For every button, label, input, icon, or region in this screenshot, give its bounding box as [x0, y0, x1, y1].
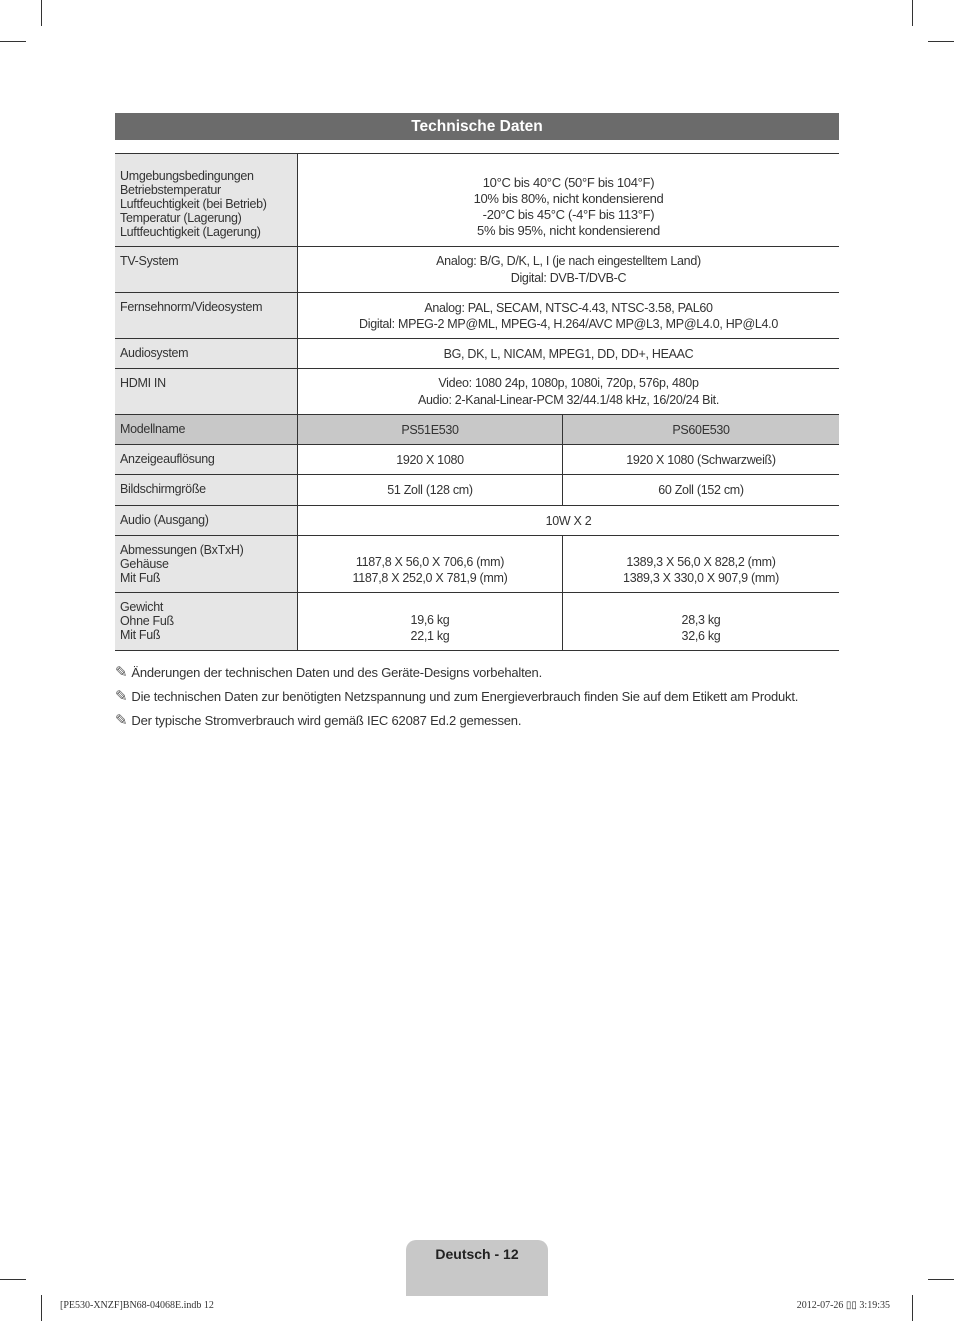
video-system-label: Fernsehnorm/Videosystem [115, 293, 298, 339]
table-row [115, 339, 839, 369]
dimensions-b: 1389,3 X 56,0 X 828,2 (mm) 1389,3 X 330,0 X 907,9 (mm) [563, 536, 840, 593]
section-title: Technische Daten [115, 113, 839, 140]
crop-mark [0, 41, 26, 42]
crop-mark [41, 0, 42, 26]
model-a: PS51E530 [298, 415, 563, 445]
table-row [115, 445, 839, 475]
print-timestamp: 2012-07-26 ▯▯ 3:19:35 [796, 1300, 890, 1311]
table-row [115, 369, 839, 415]
screen-size-label: Bildschirmgröße [115, 475, 298, 506]
env-value: 10°C bis 40°C (50°F bis 104°F) 10% bis 80%, nicht kondensierend -20°C bis 45°C (-4°F bis 113°F) 5% bis 95%, nicht kondensierend [298, 154, 840, 247]
resolution-a: 1920 X 1080 [298, 445, 563, 475]
audio-out-value: 10W X 2 [298, 506, 840, 536]
note-item: ✎ Die technischen Daten zur benötigten Netzspannung und zum Energieverbrauch finden Sie auf dem Etikett am Produkt. [115, 688, 799, 705]
table-row [115, 247, 839, 293]
notes-list [115, 660, 855, 732]
pencil-note-icon: ✎ [115, 688, 128, 705]
spec-table [115, 153, 839, 651]
weight-label: Gewicht Ohne Fuß Mit Fuß [115, 593, 298, 651]
note-item: ✎ Änderungen der technischen Daten und des Geräte-Designs vorbehalten. [115, 664, 542, 681]
resolution-b: 1920 X 1080 (Schwarzweiß) [563, 445, 840, 475]
table-row [115, 415, 839, 445]
model-label: Modellname [115, 415, 298, 445]
crop-mark [912, 0, 913, 26]
dimensions-label: Abmessungen (BxTxH) Gehäuse Mit Fuß [115, 536, 298, 593]
weight-b: 28,3 kg 32,6 kg [563, 593, 840, 651]
crop-mark [41, 1295, 42, 1321]
dimensions-a: 1187,8 X 56,0 X 706,6 (mm) 1187,8 X 252,0 X 781,9 (mm) [298, 536, 563, 593]
tv-system-value: Analog: B/G, D/K, L, I (je nach eingestelltem Land) Digital: DVB-T/DVB-C [298, 247, 840, 293]
table-row [115, 293, 839, 339]
pencil-note-icon: ✎ [115, 664, 128, 681]
note-item: ✎ Der typische Stromverbrauch wird gemäß IEC 62087 Ed.2 gemessen. [115, 712, 522, 729]
page-number-tab [406, 1240, 548, 1296]
screen-size-b: 60 Zoll (152 cm) [563, 475, 840, 506]
crop-mark [912, 1295, 913, 1321]
crop-mark [0, 1279, 26, 1280]
file-info: [PE530-XNZF]BN68-04068E.indb 12 [60, 1300, 214, 1311]
audio-out-label: Audio (Ausgang) [115, 506, 298, 536]
model-b: PS60E530 [563, 415, 840, 445]
table-row [115, 154, 839, 247]
crop-mark [928, 1279, 954, 1280]
hdmi-value: Video: 1080 24p, 1080p, 1080i, 720p, 576p, 480p Audio: 2-Kanal-Linear-PCM 32/44.1/48 kHz, 16/20/24 Bit. [298, 369, 840, 415]
table-row [115, 475, 839, 506]
weight-a: 19,6 kg 22,1 kg [298, 593, 563, 651]
table-row [115, 593, 839, 651]
page-number: Deutsch - 12 [435, 1246, 519, 1262]
table-row [115, 536, 839, 593]
table-row [115, 506, 839, 536]
crop-mark [928, 41, 954, 42]
tv-system-label: TV-System [115, 247, 298, 293]
audio-system-value: BG, DK, L, NICAM, MPEG1, DD, DD+, HEAAC [298, 339, 840, 369]
resolution-label: Anzeigeauflösung [115, 445, 298, 475]
video-system-value: Analog: PAL, SECAM, NTSC-4.43, NTSC-3.58, PAL60 Digital: MPEG-2 MP@ML, MPEG-4, H.264/AVC MP@L3, MP@L4.0, HP@L4.0 [298, 293, 840, 339]
screen-size-a: 51 Zoll (128 cm) [298, 475, 563, 506]
env-label: Umgebungsbedingungen Betriebstemperatur Luftfeuchtigkeit (bei Betrieb) Temperatur (Lagerung) Luftfeuchtigkeit (Lagerung) [115, 154, 298, 247]
audio-system-label: Audiosystem [115, 339, 298, 369]
hdmi-label: HDMI IN [115, 369, 298, 415]
pencil-note-icon: ✎ [115, 712, 128, 729]
